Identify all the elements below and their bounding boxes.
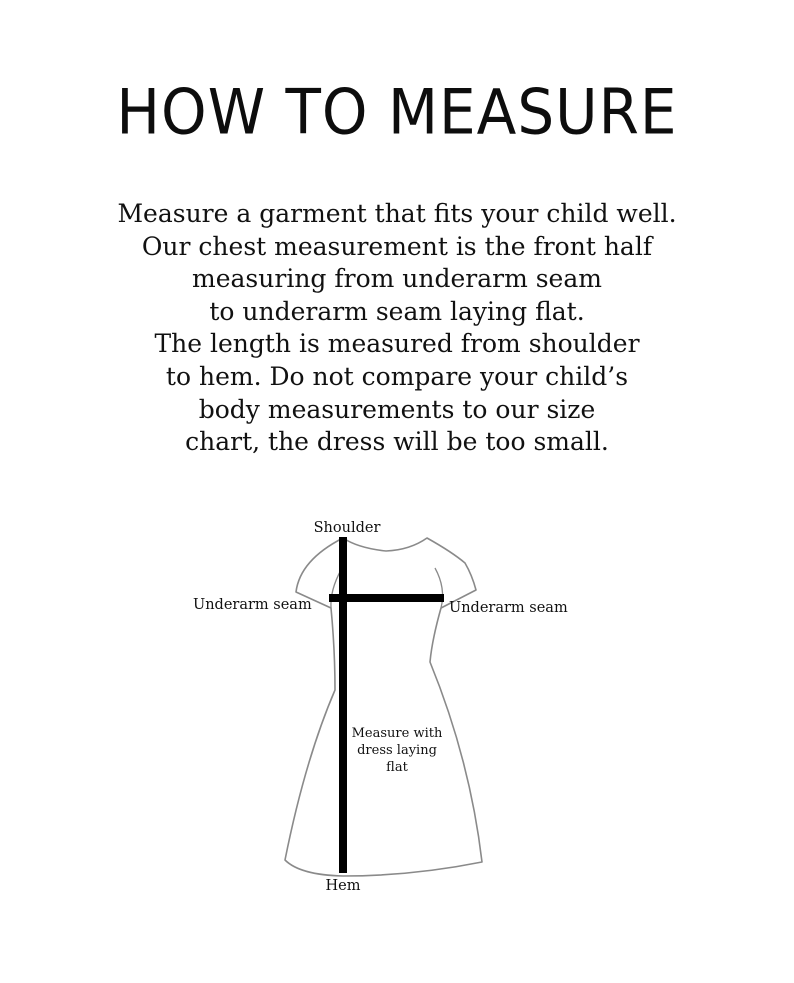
page-title: HOW TO MEASURE: [116, 75, 678, 149]
measure-note-line: flat: [386, 760, 408, 775]
instruction-line: chart, the dress will be too small.: [185, 427, 609, 457]
instruction-line: Measure a garment that fits your child well.: [117, 199, 677, 228]
measure-note-line: dress laying: [357, 743, 437, 758]
dress-outline: [285, 538, 482, 876]
underarm-right-label: Underarm seam: [449, 600, 568, 616]
instruction-line: measuring from underarm seam: [192, 264, 602, 294]
instruction-line: Our chest measurement is the front half: [141, 231, 653, 261]
instruction-line: to underarm seam laying flat.: [209, 296, 585, 326]
measure-note-line: Measure with: [351, 726, 443, 741]
instruction-line: The length is measured from shoulder: [154, 329, 640, 359]
instruction-line: body measurements to our size: [198, 394, 596, 424]
hem-label: Hem: [325, 878, 361, 894]
instruction-line: to hem. Do not compare your child’s: [165, 361, 629, 391]
shoulder-label: Shoulder: [313, 520, 381, 536]
underarm-left-label: Underarm seam: [193, 597, 312, 613]
